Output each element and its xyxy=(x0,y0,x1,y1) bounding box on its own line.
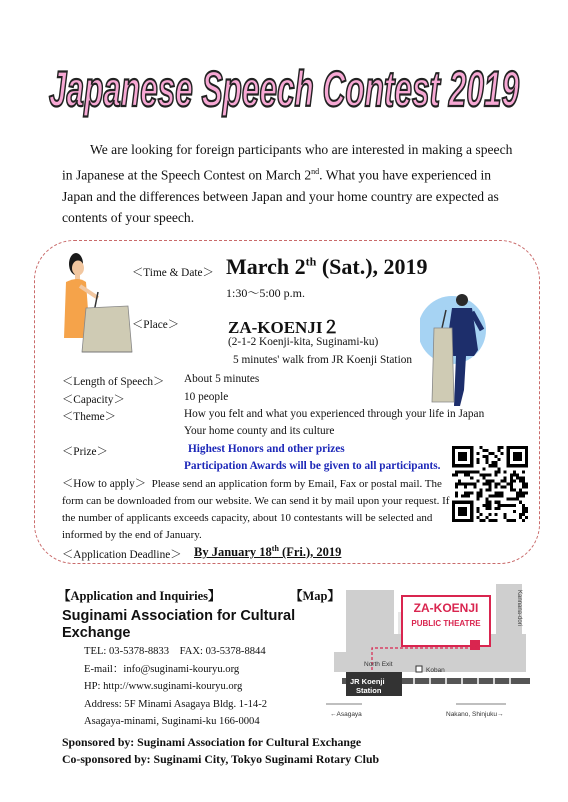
deadline-label: ＜Application Deadline＞ xyxy=(62,549,182,561)
sponsored-by: Sponsored by: Suginami Association for Cultural Exchange xyxy=(62,735,362,749)
prize-label: ＜Prize＞ xyxy=(62,446,108,458)
title-banner xyxy=(0,28,568,128)
qr-code[interactable] xyxy=(452,446,528,522)
map-to-right: Nakano, Shinjuku→ xyxy=(446,711,504,718)
deadline-rest: (Fri.), 2019 xyxy=(278,545,342,560)
place-name: ZA-KOENJI２ xyxy=(228,318,340,337)
map-venue-sub: PUBLIC THEATRE xyxy=(411,619,481,628)
how-to-apply xyxy=(62,476,454,544)
map-venue-name: ZA-KOENJI xyxy=(413,601,479,615)
event-date-main: March 2 xyxy=(226,254,306,279)
map-station-line2: Station xyxy=(356,686,382,695)
theme-label: ＜Theme＞ xyxy=(62,411,116,423)
sponsors-block xyxy=(62,734,379,767)
event-date xyxy=(226,254,428,280)
map-to-left: ←Asagaya xyxy=(330,711,362,718)
map-north-exit: North Exit xyxy=(364,661,393,668)
theme-value-1: How you felt and what you experienced through your life in Japan xyxy=(184,408,485,420)
intro-text-2: . What you have experienced in Japan and the differences between Japan and your home country are expected as contents of your speech. xyxy=(62,167,499,226)
time-date-label: ＜Time & Date＞ xyxy=(132,267,214,279)
deadline-value xyxy=(194,544,341,560)
apply-text: Please send an application form by Email, Fax or postal mail. The form can be downloaded from our website. We can send it by mail upon your request. If the number of applicants exceeds capacity, about 10 contestants will be selected and informed by the end of January. xyxy=(62,478,450,541)
homepage[interactable]: HP: http://www.suginami-kouryu.org xyxy=(84,681,243,692)
contact-block xyxy=(84,643,267,731)
event-date-sup: th xyxy=(305,254,317,269)
intro-paragraph xyxy=(62,139,522,229)
map-heading: 【Map】 xyxy=(290,589,341,603)
man-speaker-illustration xyxy=(420,290,500,410)
access-map xyxy=(306,582,530,732)
prize-value-2: Participation Awards will be given to all participants. xyxy=(184,460,441,472)
capacity-value: 10 people xyxy=(184,391,229,403)
event-time: 1:30〜5:00 p.m. xyxy=(226,286,306,300)
email[interactable]: E-mail：info@suginami-kouryu.org xyxy=(84,663,240,675)
deadline-sup: th xyxy=(271,544,279,553)
place-label: ＜Place＞ xyxy=(132,319,180,331)
address-line-1: Address: 5F Minami Asagaya Bldg. 1-14-2 xyxy=(84,698,268,710)
cosponsored-by: Co-sponsored by: Suginami City, Tokyo Suginami Rotary Club xyxy=(62,751,380,766)
event-date-rest: (Sat.), 2019 xyxy=(316,254,428,279)
tel-fax: TEL: 03-5378-8833 FAX: 03-5378-8844 xyxy=(84,646,266,657)
address-line-2: Asagaya-minami, Suginami-ku 166-0004 xyxy=(84,716,260,727)
org-name: Suginami Association for Cultural Exchange xyxy=(62,608,296,641)
intro-text-1: We are looking for foreign participants who are interested in making a speech in Japanese at the Speech Contest on March 2 xyxy=(62,142,513,183)
capacity-label: ＜Capacity＞ xyxy=(62,394,125,406)
inquiries-heading: 【Application and Inquiries】 xyxy=(58,589,221,603)
theme-value-2: Your home county and its culture xyxy=(184,425,335,437)
prize-value-1: Highest Honors and other prizes xyxy=(188,443,345,455)
map-koban: Koban xyxy=(426,667,445,674)
woman-speaker-illustration xyxy=(56,252,138,356)
map-station-line1: JR Koenji xyxy=(350,677,385,686)
page-title: Japanese Speech Contest 2019 xyxy=(49,61,520,117)
map-road: Kannana-dori xyxy=(516,590,522,627)
apply-label: ＜How to apply＞ xyxy=(62,478,147,490)
place-walk: 5 minutes' walk from JR Koenji Station xyxy=(233,354,413,366)
place-address: (2-1-2 Koenji-kita, Suginami-ku) xyxy=(228,336,379,348)
intro-sup: nd xyxy=(311,166,320,176)
deadline-main: By January 18 xyxy=(194,545,272,560)
length-value: About 5 minutes xyxy=(184,373,260,385)
length-label: ＜Length of Speech＞ xyxy=(62,376,165,388)
